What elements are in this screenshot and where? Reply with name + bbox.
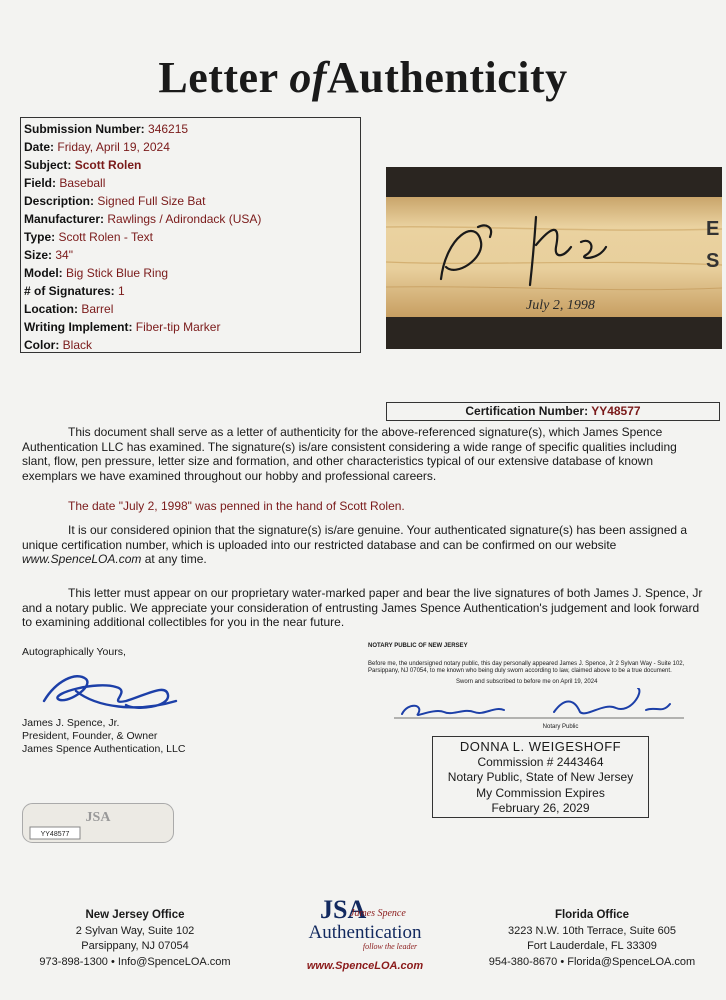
fl-phone: 954-380-8670	[488, 955, 558, 968]
bat-inscription: July 2, 1998	[526, 298, 595, 313]
fl-email[interactable]: Florida@SpenceLOA.com	[567, 955, 696, 968]
certification-number-box	[386, 402, 720, 421]
detail-label: Field:	[24, 176, 56, 190]
detail-value: Friday, April 19, 2024	[57, 140, 170, 154]
hologram-image	[22, 803, 174, 843]
detail-row-writing	[24, 318, 360, 336]
body-paragraph-1: This document shall serve as a letter of authenticity for the above-referenced signature(s), which James Spence Authentication LLC has examined. The signature(s) is/are consistent considering a wide range of specific qualities including slant, flow, pen pressure, letter size and formation, and other characteristics typical of our extensive database of known exemplars we have examined throughout our hobby and professional careers.	[22, 425, 677, 483]
detail-value: Black	[62, 338, 93, 352]
logo-line-2: Authentication	[308, 922, 422, 943]
detail-value: 1	[118, 284, 125, 298]
details-box	[20, 117, 361, 353]
detail-label: Writing Implement:	[24, 320, 133, 334]
bat-photo-image	[386, 167, 722, 349]
body-paragraph-4: This letter must appear on our proprietary water-marked paper and bear the live signatures of both James J. Spence, Jr and a notary public. We appreciate your consideration of entrusting James Spence Authentication's judgement and look forward to examining additional collectibles for you in the near future.	[22, 586, 703, 629]
detail-label: Location:	[24, 302, 78, 316]
notary-header: NOTARY PUBLIC OF NEW JERSEY	[368, 643, 468, 649]
detail-value: Barrel	[81, 302, 114, 316]
fl-office	[458, 908, 726, 970]
detail-label: # of Signatures:	[24, 284, 115, 298]
cert-value: YY48577	[591, 404, 641, 418]
detail-label: Subject:	[24, 158, 72, 172]
notary-stamp-box	[432, 736, 649, 818]
p3-text-a: It is our considered opinion that the signature(s) is/are genuine. Your authenticated signature(s) has been assigned a unique certification number, which is uploaded into our restricted database and can be confirmed on our website	[22, 523, 688, 552]
fl-address-1: 3223 N.W. 10th Terrace, Suite 605	[508, 924, 676, 937]
notary-sworn: Sworn and subscribed to before me on April 19, 2024	[456, 679, 598, 685]
detail-value: 346215	[148, 122, 189, 136]
detail-row-size	[24, 246, 360, 264]
title-of: of	[289, 53, 327, 102]
detail-label: Model:	[24, 266, 63, 280]
p3-text-b: at any time.	[141, 552, 207, 566]
detail-row-color	[24, 336, 360, 354]
detail-label: Submission Number:	[24, 122, 145, 136]
detail-label: Date:	[24, 140, 55, 154]
nj-contact: 973-898-1300 • Info@SpenceLOA.com	[39, 955, 231, 968]
nj-office-title: New Jersey Office	[85, 909, 185, 921]
detail-value: Scott Rolen	[74, 158, 142, 172]
logo-site: www.SpenceLOA.com	[306, 960, 424, 972]
website-link[interactable]: www.SpenceLOA.com	[22, 552, 142, 566]
detail-row-field	[24, 174, 360, 192]
fl-office-title: Florida Office	[554, 909, 630, 921]
detail-label: Type:	[24, 230, 56, 244]
detail-row-type	[24, 228, 360, 246]
signer-role: President, Founder, & Owner	[22, 730, 158, 742]
title-part-1: Letter	[158, 53, 278, 102]
detail-value: Scott Rolen - Text	[58, 230, 153, 244]
nj-email[interactable]: Info@SpenceLOA.com	[117, 955, 231, 968]
hologram-sticker	[22, 803, 174, 843]
nj-address-1: 2 Sylvan Way, Suite 102	[75, 924, 195, 937]
nj-phone: 973-898-1300	[39, 955, 108, 968]
notary-signature	[394, 688, 694, 724]
hologram-code: YY48577	[40, 831, 70, 838]
notary-section	[368, 643, 713, 731]
detail-row-subject	[24, 156, 360, 174]
closing: Autographically Yours,	[22, 646, 126, 658]
detail-label: Description:	[24, 194, 95, 208]
detail-row-description	[24, 192, 360, 210]
notary-name: DONNA L. WEIGESHOFF	[459, 739, 622, 754]
notary-sig-label: Notary Public	[542, 724, 579, 730]
spence-signature	[36, 661, 186, 717]
nj-office	[20, 908, 250, 970]
detail-row-model	[24, 264, 360, 282]
detail-label: Manufacturer:	[24, 212, 105, 226]
detail-value: Fiber-tip Marker	[135, 320, 221, 334]
detail-value: 34"	[55, 248, 73, 262]
detail-row-date	[24, 138, 360, 156]
cert-label: Certification Number:	[465, 404, 589, 418]
detail-value: Signed Full Size Bat	[97, 194, 206, 208]
logo-line-1: James Spence	[350, 908, 406, 919]
notary-expires-date: February 26, 2029	[491, 801, 590, 815]
logo-tagline: follow the leader	[362, 942, 418, 951]
notary-statement: Before me, the undersigned notary public, this day personally appeared James J. Spence, Jr 2 Sylvan Way - Suite 102, Parsippany, NJ 07054, to me known who being duly sworn according to law, claimed above to be a true document.	[368, 661, 685, 674]
bat-photo	[386, 167, 722, 349]
signer-name: James J. Spence, Jr.	[22, 717, 120, 729]
detail-label: Color:	[24, 338, 60, 352]
fl-contact: 954-380-8670 • Florida@SpenceLOA.com	[488, 955, 696, 968]
notary-expires-label: My Commission Expires	[476, 785, 605, 800]
hologram-brand: JSA	[85, 810, 111, 825]
nj-address-2: Parsippany, NJ 07054	[81, 940, 189, 952]
detail-value: Rawlings / Adirondack (USA)	[107, 212, 262, 226]
detail-row-location	[24, 300, 360, 318]
notary-state: Notary Public, State of New Jersey	[447, 770, 634, 784]
signer-company: James Spence Authentication, LLC	[22, 743, 186, 755]
detail-row-manufacturer	[24, 210, 360, 228]
detail-value: Baseball	[59, 176, 106, 190]
detail-row-signatures	[24, 282, 360, 300]
detail-label: Size:	[24, 248, 53, 262]
jsa-logo	[280, 892, 450, 982]
detail-row-submission	[24, 120, 360, 138]
signoff-block	[22, 646, 242, 756]
fl-address-2: Fort Lauderdale, FL 33309	[527, 940, 657, 952]
title-part-2: Authenticity	[326, 53, 568, 102]
body-paragraph-2: The date "July 2, 1998" was penned in the hand of Scott Rolen.	[68, 499, 405, 513]
jsa-logo-mark	[280, 892, 450, 982]
svg-text:E: E	[706, 218, 720, 240]
svg-text:S: S	[706, 250, 720, 272]
logo-mark-text: JSA	[320, 895, 367, 924]
detail-value: Big Stick Blue Ring	[66, 266, 169, 280]
body-paragraph-3	[22, 523, 708, 567]
page-title	[0, 52, 726, 103]
notary-commission: Commission # 2443464	[477, 754, 604, 769]
